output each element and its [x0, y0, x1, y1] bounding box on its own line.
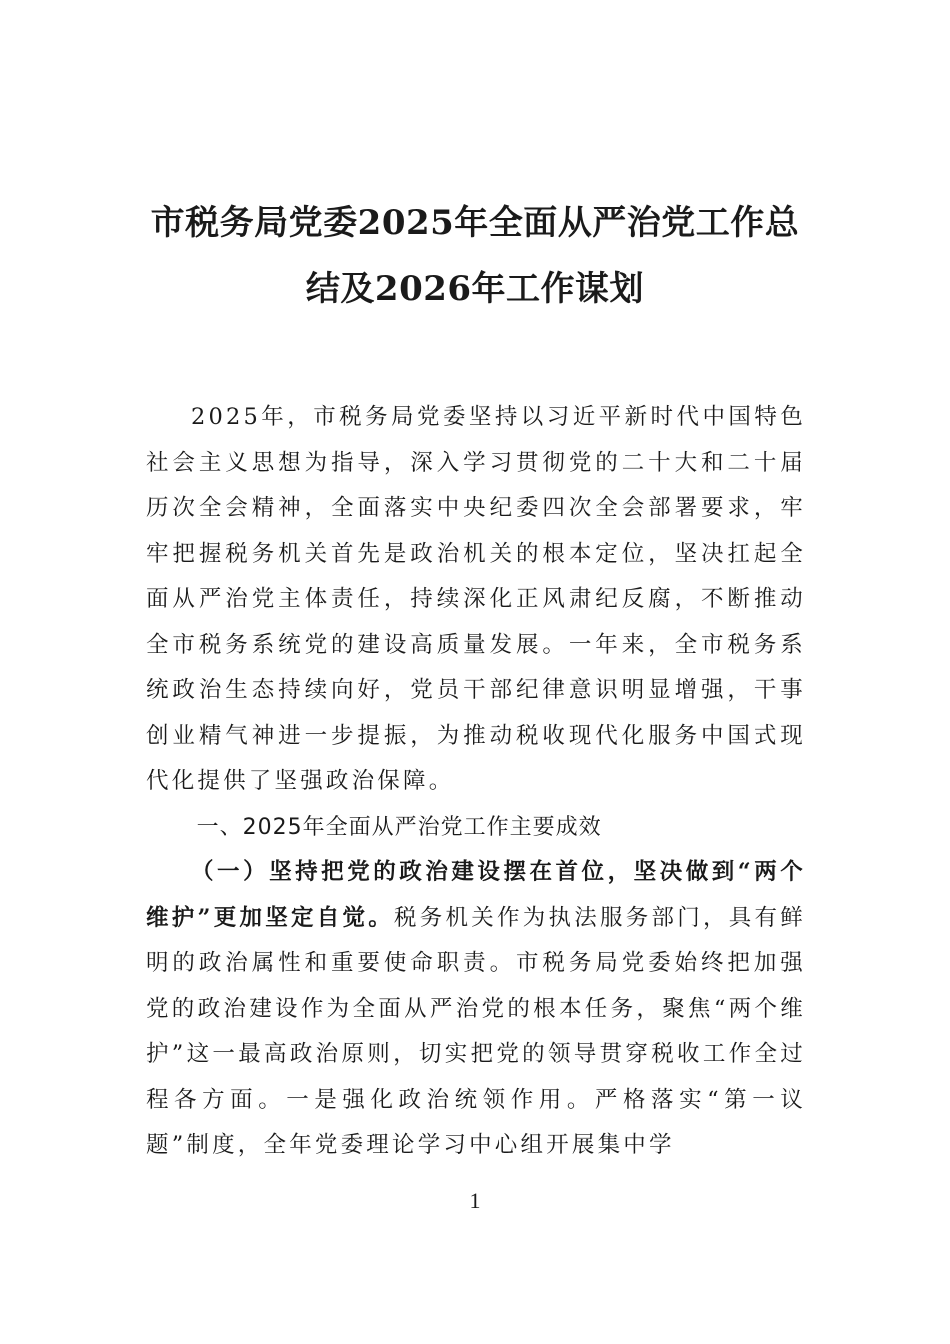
- title-line-1: 市税务局党委2025年全面从严治党工作总: [150, 203, 800, 243]
- subsection-paragraph: [146, 850, 806, 1169]
- page-number: 1: [469, 1188, 481, 1213]
- subsection-body: 税务机关作为执法服务部门，具有鲜明的政治属性和重要使命职责。市税务局党委始终把加强党的政治建设作为全面从严治党的根本任务，聚焦“两个维护”这一最高政治原则，切实把党的领导贯穿税收工作全过程各方面。一是强化政治统领作用。严格落实“第一议题”制度，全年党委理论学习中心组开展集中学: [146, 904, 806, 1158]
- title-line-2: 结及2026年工作谋划: [305, 269, 645, 309]
- subsection-heading: （一）坚持把党的政治建设摆在首位，坚决做到“两个维护”更加坚定自觉。: [146, 859, 806, 931]
- document-body: [146, 395, 806, 1169]
- section-heading: 一、2025年全面从严治党工作主要成效: [196, 814, 602, 840]
- document-title: [140, 190, 810, 322]
- intro-paragraph: 2025年，市税务局党委坚持以习近平新时代中国特色社会主义思想为指导，深入学习贯彻党的二十大和二十届历次全会精神，全面落实中央纪委四次全会部署要求，牢牢把握税务机关首先是政治机关的根本定位，坚决扛起全面从严治党主体责任，持续深化正风肃纪反腐，不断推动全市税务系统党的建设高质量发展。一年来，全市税务系统政治生态持续向好，党员干部纪律意识明显增强，干事创业精气神进一步提振，为推动税收现代化服务中国式现代化提供了坚强政治保障。: [146, 404, 806, 794]
